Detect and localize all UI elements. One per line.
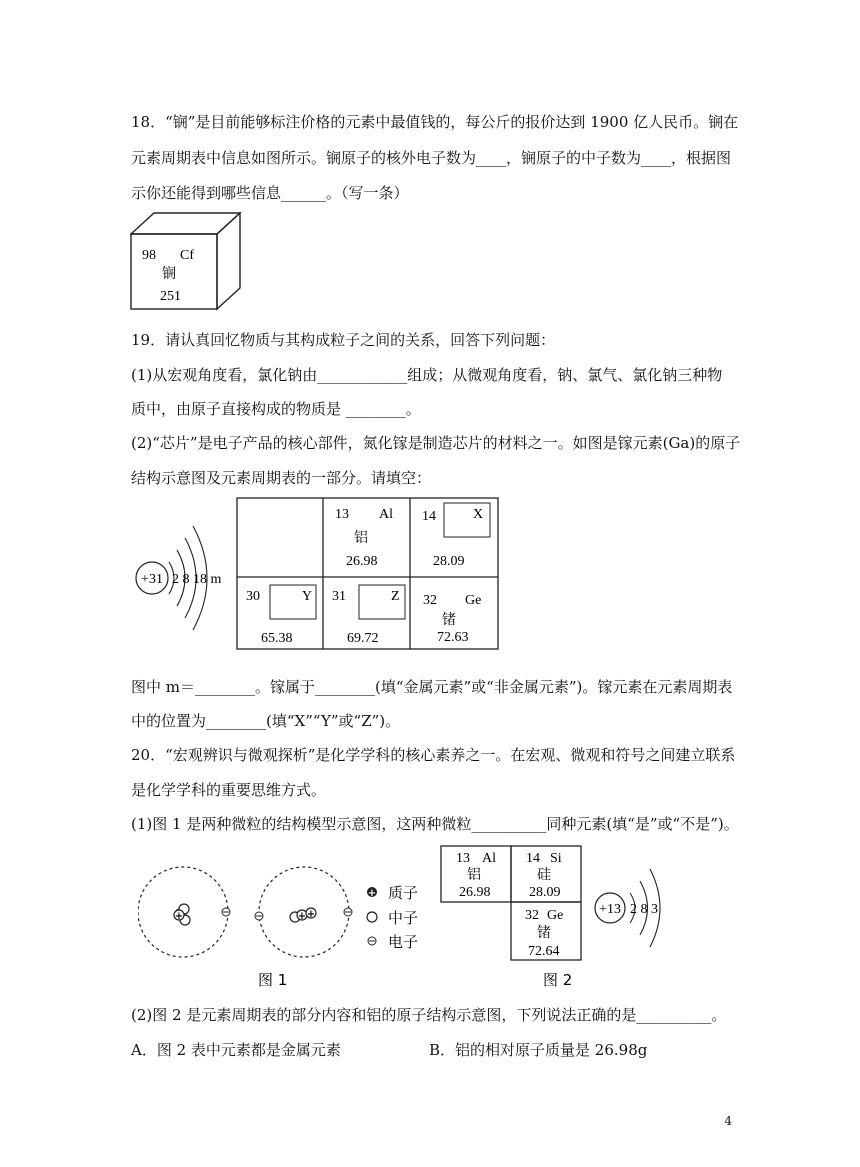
al-mass: 26.98	[346, 554, 378, 569]
q19-line-4: (2)“芯片”是电子产品的核心部件，氮化镓是制造芯片的材料之一。如图是镓元素(Ga)的原子	[131, 434, 741, 452]
z-mass: 69.72	[347, 631, 379, 646]
q20-option-a: A．图 2 表中元素都是金属元素	[131, 1041, 341, 1059]
ge-mass: 72.63	[437, 630, 469, 645]
fig2-al-name: 铝	[467, 868, 481, 883]
ge-number: 32	[423, 593, 437, 608]
q18-line-2: 元素周期表中信息如图所示。锎原子的核外电子数为____，锎原子的中子数为____，根据图	[131, 149, 732, 167]
q18-line-3: 示你还能得到哪些信息______。（写一条）	[131, 184, 409, 202]
figure-2-caption: 图 2	[543, 971, 573, 989]
fig2-si-symbol: Si	[550, 851, 562, 866]
y-symbol: Y	[302, 589, 313, 604]
svg-text:+: +	[297, 911, 307, 922]
x-mass: 28.09	[433, 554, 465, 569]
figure-1-particle-models	[138, 862, 438, 992]
fig2-si-name: 硅	[537, 868, 551, 883]
fig2-ge-name: 锗	[537, 926, 551, 941]
q20-line-1: 20．“宏观辨识与微观探析”是化学学科的核心素养之一。在宏观、微观和符号之间建立联系	[131, 746, 736, 764]
svg-text:+: +	[367, 888, 377, 899]
q19-line-3: 质中，由原子直接构成的物质是 ________。	[131, 400, 421, 418]
fig2-ge-mass: 72.64	[528, 944, 560, 959]
z-symbol: Z	[391, 589, 400, 604]
cf-number: 98	[142, 248, 156, 263]
fig2-al-mass: 26.98	[459, 885, 491, 900]
q19-line-2: (1)从宏观角度看，氯化钠由____________组成；从微观角度看，钠、氯气、氯化钠三种物	[131, 366, 723, 384]
fig2-si-number: 14	[526, 851, 540, 866]
y-number: 30	[246, 589, 260, 604]
legend-neutron: 中子	[388, 909, 419, 927]
cf-name: 锎	[162, 267, 176, 282]
x-symbol: X	[473, 507, 484, 522]
al-number: 13	[335, 507, 349, 522]
z-number: 31	[332, 589, 346, 604]
legend-proton: 质子	[388, 884, 419, 902]
y-mass: 65.38	[261, 631, 293, 646]
figure-2-table-and-atom	[440, 845, 680, 995]
q19-line-6: 图中 m＝________。镓属于________(填“金属元素”或“非金属元素”)。镓元素在元素周期表	[131, 678, 733, 696]
fig2-al-symbol: Al	[482, 851, 496, 866]
q20-line-4: (2)图 2 是元素周期表的部分内容和铝的原子结构示意图，下列说法正确的是__________。	[131, 1006, 727, 1024]
al-nucleus-charge: +13	[599, 902, 621, 917]
gallium-atom-diagram	[133, 510, 238, 650]
q18-line-1: 18．“锎”是目前能够标注价格的元素中最值钱的，每公斤的报价达到 1900 亿人民币。锎在	[131, 113, 739, 131]
q20-option-b: B．铝的相对原子质量是 26.98g	[429, 1041, 648, 1059]
ga-electron-shells: 2 8 18 m	[172, 572, 222, 587]
q20-line-3: (1)图 1 是两种微粒的结构模型示意图，这两种微粒__________同种元素(填“是”或“不是”)。	[131, 815, 739, 833]
al-symbol: Al	[379, 507, 393, 522]
ga-nucleus-charge: +31	[141, 572, 163, 587]
cf-symbol: Cf	[180, 248, 194, 263]
page-number: 4	[724, 1114, 732, 1128]
figure-1-caption: 图 1	[258, 971, 288, 989]
al-electron-shells: 2 8 3	[630, 902, 658, 917]
ge-symbol: Ge	[465, 593, 482, 608]
cf-mass: 251	[160, 289, 181, 304]
q20-line-2: 是化学学科的重要思维方式。	[131, 781, 327, 799]
q19-line-5: 结构示意图及元素周期表的一部分。请填空：	[131, 469, 432, 487]
fig2-ge-symbol: Ge	[547, 908, 564, 923]
svg-text:+: +	[174, 911, 184, 922]
svg-text:+: +	[306, 909, 316, 920]
californium-cube	[130, 212, 245, 312]
al-name: 铝	[354, 531, 368, 546]
q19-line-7: 中的位置为________(填“X”“Y”或“Z”)。	[131, 712, 401, 730]
q19-line-1: 19．请认真回忆物质与其构成粒子之间的关系，回答下列问题：	[131, 331, 556, 349]
periodic-table-fragment-q19	[236, 497, 500, 650]
fig2-al-number: 13	[456, 851, 470, 866]
x-number: 14	[422, 509, 436, 524]
legend-electron: 电子	[388, 933, 419, 951]
ge-name: 锗	[442, 613, 456, 628]
fig2-si-mass: 28.09	[529, 885, 561, 900]
fig2-ge-number: 32	[525, 908, 539, 923]
